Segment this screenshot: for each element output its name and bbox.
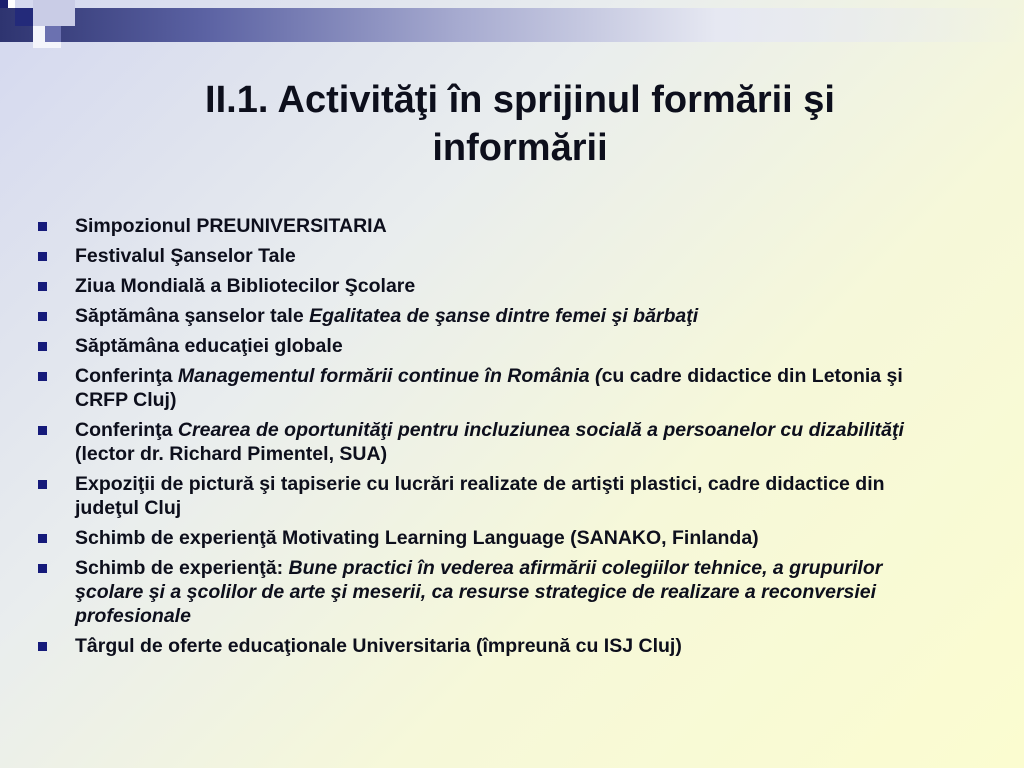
slide-title-line: informării <box>432 127 608 169</box>
bullet-item <box>32 634 952 658</box>
corner-square-icon <box>15 8 33 26</box>
corner-square-icon <box>0 0 8 8</box>
corner-square-icon <box>33 0 75 26</box>
corner-square-icon <box>8 0 15 8</box>
square-bullet-icon <box>38 222 47 231</box>
square-bullet-icon <box>38 426 47 435</box>
bullet-item <box>32 244 952 268</box>
bullet-item <box>32 526 952 550</box>
bullet-text: Săptămâna şanselor tale <box>75 305 310 327</box>
bullet-text: Expoziţii de pictură şi tapiserie cu lucrări realizate de artişti plastici, cadre didactice din judeţul Cluj <box>75 473 885 519</box>
header-gradient-bar <box>0 8 1024 42</box>
bullet-text: Festivalul Şanselor Tale <box>75 245 296 267</box>
bullet-item <box>32 364 952 412</box>
bullet-text: Ziua Mondială a Bibliotecilor Şcolare <box>75 275 416 297</box>
bullet-text: Conferinţa <box>75 419 178 441</box>
square-bullet-icon <box>38 282 47 291</box>
bullet-item <box>32 556 952 628</box>
square-bullet-icon <box>38 342 47 351</box>
bullet-item <box>32 472 952 520</box>
bullet-list <box>32 214 952 664</box>
bullet-item <box>32 334 952 358</box>
square-bullet-icon <box>38 534 47 543</box>
square-bullet-icon <box>38 480 47 489</box>
bullet-text: Târgul de oferte educaţionale Universitaria (împreună cu ISJ Cluj) <box>75 635 682 657</box>
bullet-item <box>32 274 952 298</box>
bullet-text: Săptămâna educaţiei globale <box>75 335 343 357</box>
bullet-item <box>32 418 952 466</box>
corner-square-icon <box>45 26 61 42</box>
bullet-text: Schimb de experienţă: <box>75 557 289 579</box>
square-bullet-icon <box>38 564 47 573</box>
bullet-item <box>32 214 952 238</box>
slide-title <box>90 76 950 172</box>
slide-title-line: II.1. Activităţi în sprijinul formării şi <box>205 79 835 121</box>
bullet-text: Simpozionul PREUNIVERSITARIA <box>75 215 387 237</box>
square-bullet-icon <box>38 642 47 651</box>
bullet-text-italic: Bune practici în vederea afirmării colegiilor tehnice, a grupurilor şcolare şi a şcolilor de arte şi meserii, ca resurse strategice de realizare a reconversiei profesionale <box>75 557 883 627</box>
bullet-text: Conferinţa <box>75 365 178 387</box>
bullet-text-italic: Crearea de oportunităţi pentru incluziunea socială a persoanelor cu dizabilităţi <box>177 419 904 441</box>
bullet-item <box>32 304 952 328</box>
bullet-text-italic: Managementul formării continue în România ( <box>177 365 602 387</box>
square-bullet-icon <box>38 372 47 381</box>
bullet-text: cu cadre didactice din Letonia şi CRFP Cluj) <box>75 365 903 411</box>
square-bullet-icon <box>38 312 47 321</box>
bullet-text: Schimb de experienţă Motivating Learning Language (SANAKO, Finlanda) <box>75 527 759 549</box>
square-bullet-icon <box>38 252 47 261</box>
bullet-text-italic: Egalitatea de şanse dintre femei şi bărbaţi <box>309 305 699 327</box>
bullet-text: (lector dr. Richard Pimentel, SUA) <box>75 443 388 465</box>
